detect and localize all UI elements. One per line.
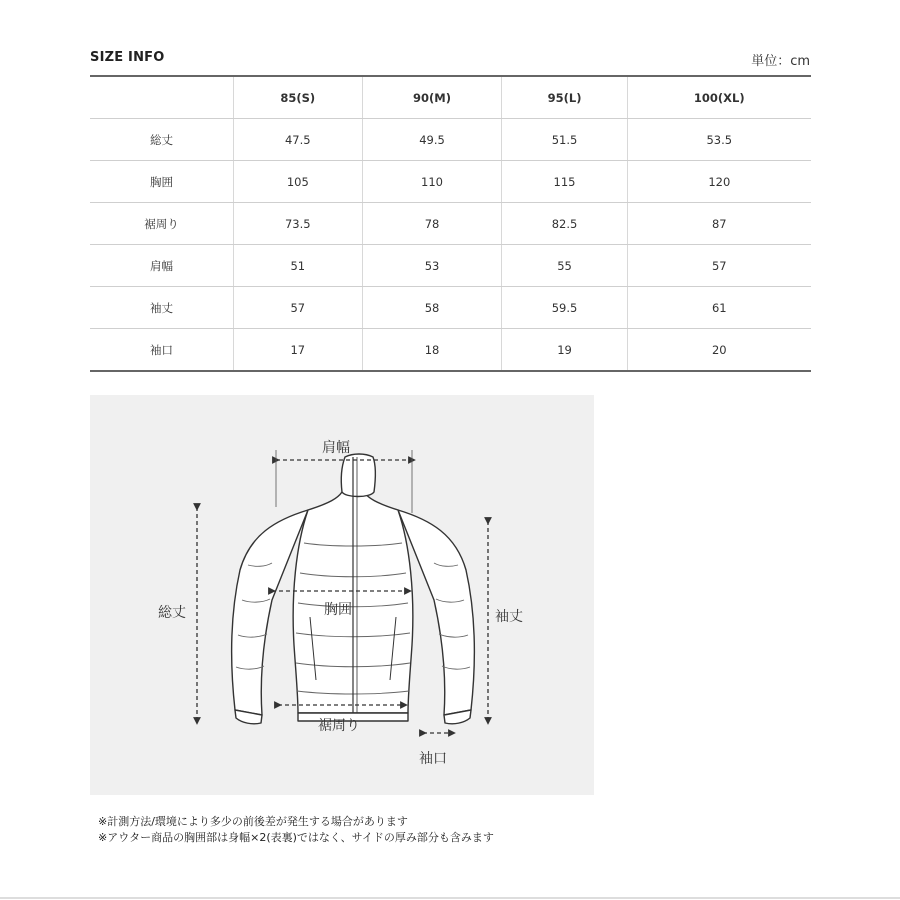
shoulder-width-label: 肩幅 — [322, 440, 350, 456]
row-label: 総丈 — [90, 119, 234, 161]
table-cell: 73.5 — [234, 203, 363, 245]
table-row — [90, 161, 811, 203]
row-label: 裾周り — [90, 203, 234, 245]
header-cell-empty — [90, 76, 234, 119]
row-label: 肩幅 — [90, 245, 234, 287]
note-line-2: ※アウター商品の胸囲部は身幅×2(表裏)ではなく、サイドの厚み部分も含みます — [98, 831, 494, 844]
table-row — [90, 119, 811, 161]
table-cell: 19 — [502, 329, 627, 372]
table-cell: 59.5 — [502, 287, 627, 329]
header-cell-95l: 95(L) — [502, 76, 627, 119]
table-cell: 57 — [627, 245, 811, 287]
size-info-title: SIZE INFO — [90, 50, 165, 65]
table-row — [90, 203, 811, 245]
sleeve-length-label: 袖丈 — [495, 609, 523, 625]
table-row — [90, 245, 811, 287]
row-label: 袖口 — [90, 329, 234, 372]
table-cell: 53.5 — [627, 119, 811, 161]
table-cell: 57 — [234, 287, 363, 329]
note-line-1: ※計測方法/環境により多少の前後差が発生する場合があります — [98, 815, 408, 828]
bottom-divider — [0, 897, 900, 899]
table-cell: 51.5 — [502, 119, 627, 161]
header-cell-90m: 90(M) — [362, 76, 502, 119]
table-cell: 110 — [362, 161, 502, 203]
size-table — [90, 75, 811, 372]
table-cell: 49.5 — [362, 119, 502, 161]
row-label: 胸囲 — [90, 161, 234, 203]
table-cell: 18 — [362, 329, 502, 372]
table-cell: 58 — [362, 287, 502, 329]
table-header-row — [90, 76, 811, 119]
table-cell: 47.5 — [234, 119, 363, 161]
table-cell: 20 — [627, 329, 811, 372]
cuff-label: 袖口 — [419, 751, 447, 767]
table-cell: 51 — [234, 245, 363, 287]
table-cell: 120 — [627, 161, 811, 203]
table-cell: 53 — [362, 245, 502, 287]
header-cell-85s: 85(S) — [234, 76, 363, 119]
hem-label: 裾周り — [318, 718, 360, 734]
table-cell: 82.5 — [502, 203, 627, 245]
table-row — [90, 287, 811, 329]
jacket-measurement-diagram — [90, 395, 594, 795]
table-cell: 78 — [362, 203, 502, 245]
table-cell: 115 — [502, 161, 627, 203]
table-row — [90, 329, 811, 372]
total-length-label: 総丈 — [158, 605, 186, 621]
table-cell: 87 — [627, 203, 811, 245]
header-cell-100xl: 100(XL) — [627, 76, 811, 119]
row-label: 袖丈 — [90, 287, 234, 329]
table-cell: 55 — [502, 245, 627, 287]
table-cell: 105 — [234, 161, 363, 203]
table-cell: 61 — [627, 287, 811, 329]
chest-label: 胸囲 — [324, 602, 352, 618]
table-cell: 17 — [234, 329, 363, 372]
unit-label: 単位：cm — [751, 54, 810, 69]
